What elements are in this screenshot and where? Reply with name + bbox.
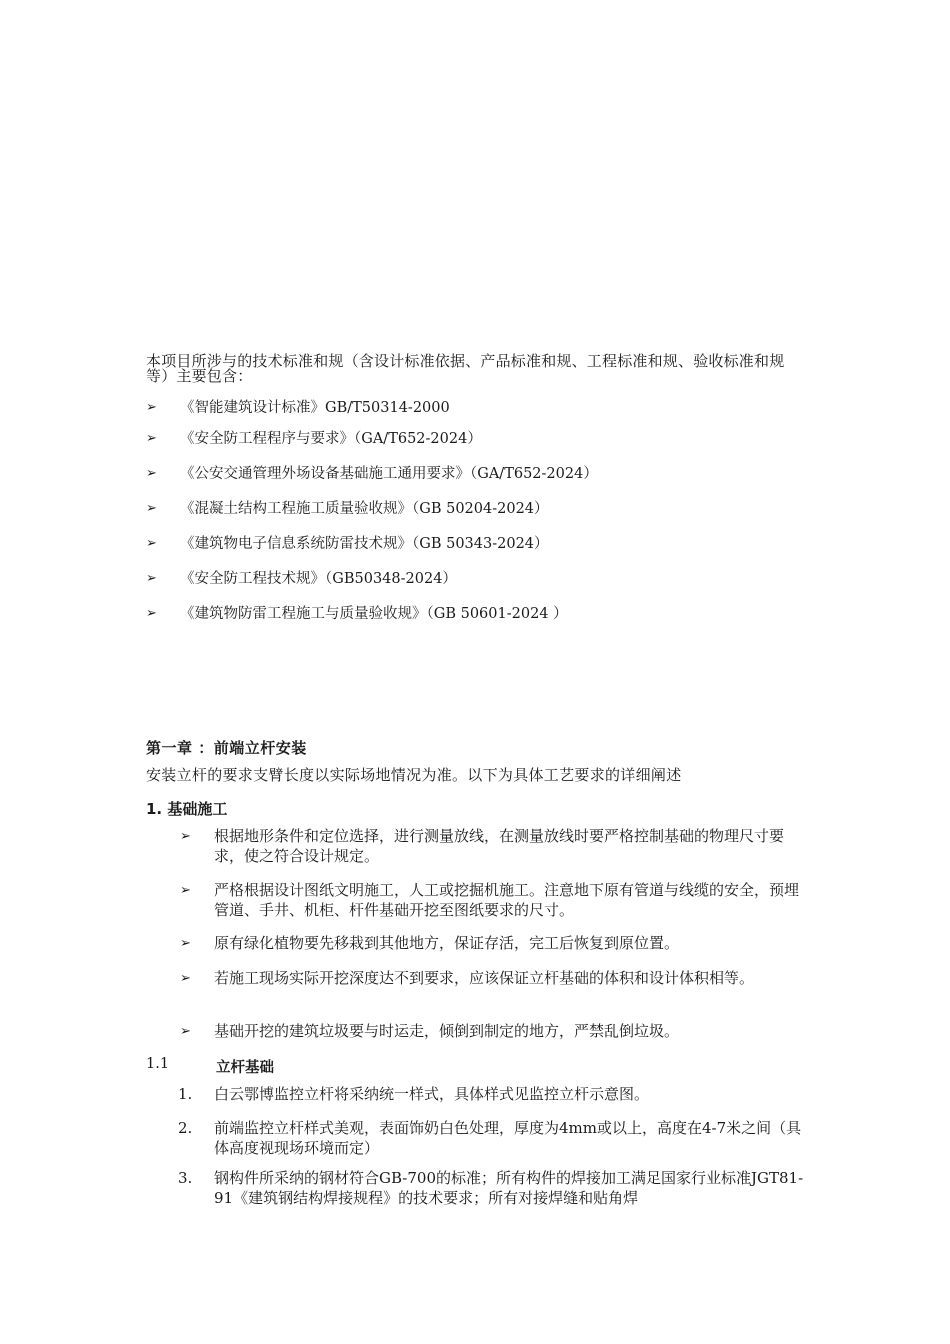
bullet-text: 严格根据设计图纸文明施工，人工或挖掘机施工。注意地下原有管道与线缆的安全，预埋管道、手井、机柜、杆件基础开挖至图纸要求的尺寸。 (214, 881, 800, 919)
arrow-bullet-icon: ➢ (180, 971, 191, 986)
standard-text: 《智能建筑设计标准》GB/T50314-2000 (180, 400, 450, 416)
standard-text: 《公安交通管理外场设备基础施工通用要求》（GA/T652-2024） (180, 466, 598, 482)
intro-paragraph: 本项目所涉与的技术标准和规（含设计标准依据、产品标准和规、工程标准和规、验收标准和规等）主要包含： (146, 352, 785, 385)
arrow-bullet-icon: ➢ (146, 606, 157, 621)
arrow-bullet-icon: ➢ (146, 501, 157, 516)
bullet-text: 若施工现场实际开挖深度达不到要求，应该保证立杆基础的体积和设计体积相等。 (214, 969, 755, 987)
item-number: 3. (178, 1169, 193, 1187)
arrow-bullet-icon: ➢ (180, 829, 191, 844)
arrow-bullet-icon: ➢ (146, 536, 157, 551)
arrow-bullet-icon: ➢ (146, 466, 157, 481)
subsection-number: 1.1 (146, 1056, 170, 1072)
subsection-title: 立杆基础 (216, 1060, 274, 1076)
bullet-text: 根据地形条件和定位选择，进行测量放线，在测量放线时要严格控制基础的物理尺寸要求，使之符合设计规定。 (214, 827, 785, 865)
item-text: 前端监控立杆样式美观，表面饰奶白色处理，厚度为4mm或以上，高度在4-7米之间（具体高度视现场环境而定） (214, 1119, 802, 1157)
standard-text: 《建筑物电子信息系统防雷技术规》（GB 50343-2024） (180, 536, 549, 552)
numbered-item (178, 1084, 808, 1104)
item-number: 1. (178, 1085, 193, 1103)
bullet-text: 原有绿化植物要先移栽到其他地方，保证存活，完工后恢复到原位置。 (214, 934, 680, 952)
standard-text: 《安全防工程技术规》（GB50348-2024） (180, 571, 457, 587)
bullet-text: 基础开挖的建筑垃圾要与时运走，倾倒到制定的地方，严禁乱倒垃圾。 (214, 1022, 680, 1040)
standard-text: 《混凝土结构工程施工质量验收规》（GB 50204-2024） (180, 501, 549, 517)
arrow-bullet-icon: ➢ (146, 571, 157, 586)
section-bullet-item (180, 968, 810, 988)
arrow-bullet-icon: ➢ (146, 400, 157, 415)
section-bullet-item (180, 1021, 810, 1041)
arrow-bullet-icon: ➢ (180, 936, 191, 951)
arrow-bullet-icon: ➢ (180, 883, 191, 898)
item-number: 2. (178, 1119, 193, 1137)
chapter-title: 第一章 ：前端立杆安装 (146, 739, 307, 757)
item-text: 白云鄂博监控立杆将采纳统一样式，具体样式见监控立杆示意图。 (214, 1085, 650, 1103)
item-text: 钢构件所采纳的钢材符合GB-700的标准；所有构件的焊接加工满足国家行业标准JGT81-91《建筑钢结构焊接规程》的技术要求；所有对接焊缝和贴角焊 (214, 1169, 804, 1207)
section-title: 1. 基础施工 (146, 800, 228, 818)
standard-text: 《建筑物防雷工程施工与质量验收规》（GB 50601-2024 ） (180, 606, 568, 622)
section-bullet-item (180, 933, 810, 953)
arrow-bullet-icon: ➢ (180, 1024, 191, 1039)
chapter-description: 安装立杆的要求支臂长度以实际场地情况为准。以下为具体工艺要求的详细阐述 (146, 766, 682, 784)
numbered-item (178, 1168, 808, 1208)
section-bullet-item (180, 826, 810, 866)
numbered-item (178, 1118, 808, 1158)
standard-text: 《安全防工程程序与要求》（GA/T652-2024） (180, 431, 482, 447)
section-bullet-item (180, 880, 810, 920)
arrow-bullet-icon: ➢ (146, 431, 157, 446)
